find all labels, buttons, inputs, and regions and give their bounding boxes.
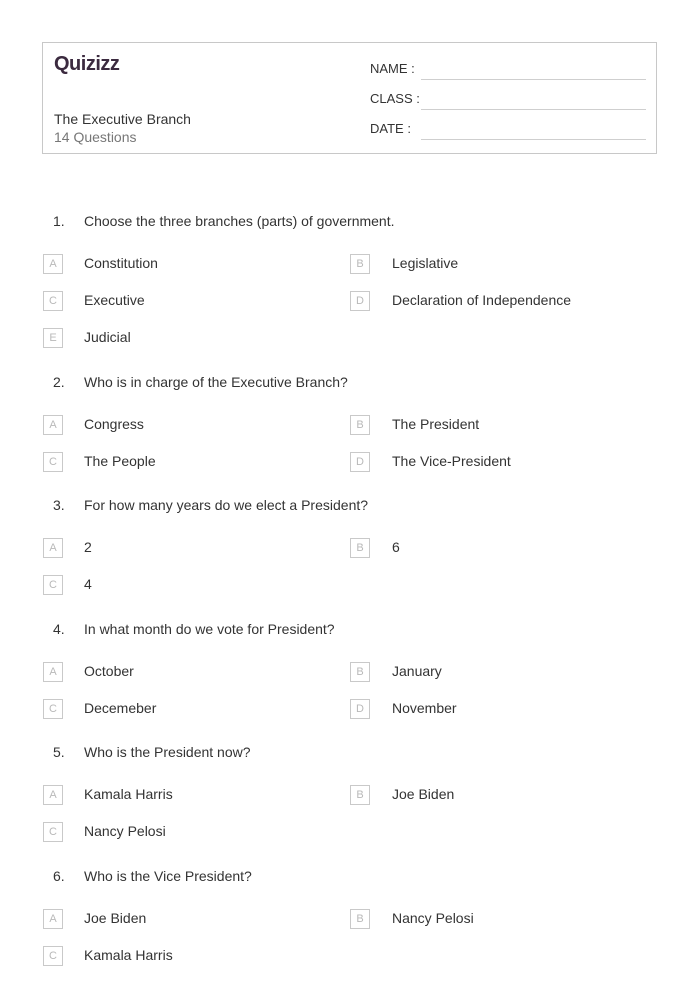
question-text: Who is the Vice President? [84,868,252,884]
question-text: Who is the President now? [84,744,251,760]
option-letter-box[interactable]: C [43,822,63,842]
option-letter-box[interactable]: D [350,699,370,719]
option-text: Constitution [84,255,158,271]
date-label: DATE : [370,121,411,136]
question-text: Choose the three branches (parts) of government. [84,213,395,229]
option-letter-box[interactable]: B [350,538,370,558]
option-text: Congress [84,416,144,432]
option-letter-box[interactable]: C [43,291,63,311]
option-text: The President [392,416,480,432]
question-number: 5. [53,744,65,760]
option-text: The Vice-President [392,453,511,469]
option-letter-box[interactable]: D [350,452,370,472]
option-text: The People [84,453,156,469]
question-number: 2. [53,374,65,390]
class-line [421,109,646,110]
question-number: 6. [53,868,65,884]
question-count: 14 Questions [54,129,137,145]
name-line [421,79,646,80]
option-text: 2 [84,539,92,555]
quizizz-logo: Quizizz [54,53,120,75]
option-text: Nancy Pelosi [84,823,166,839]
option-text: October [84,663,134,679]
option-text: Executive [84,292,145,308]
option-letter-box[interactable]: D [350,291,370,311]
option-letter-box[interactable]: B [350,415,370,435]
option-letter-box[interactable]: A [43,254,63,274]
option-letter-box[interactable]: A [43,785,63,805]
class-label: CLASS : [370,91,420,106]
option-text: Nancy Pelosi [392,910,474,926]
option-text: Decemeber [84,700,157,716]
question-number: 3. [53,497,65,513]
option-text: 4 [84,576,92,592]
option-letter-box[interactable]: A [43,909,63,929]
question-number: 4. [53,621,65,637]
name-label: NAME : [370,61,415,76]
question-number: 1. [53,213,65,229]
option-text: Kamala Harris [84,947,173,963]
option-text: Joe Biden [392,786,455,802]
option-letter-box[interactable]: A [43,415,63,435]
option-letter-box[interactable]: B [350,785,370,805]
question-text: In what month do we vote for President? [84,621,335,637]
option-letter-box[interactable]: A [43,538,63,558]
question-text: For how many years do we elect a President? [84,497,369,513]
option-letter-box[interactable]: C [43,452,63,472]
option-text: Judicial [84,329,131,345]
option-text: 6 [392,539,400,555]
option-letter-box[interactable]: C [43,575,63,595]
option-letter-box[interactable]: B [350,662,370,682]
worksheet-title: The Executive Branch [54,111,191,127]
date-line [421,139,646,140]
option-letter-box[interactable]: B [350,254,370,274]
option-letter-box[interactable]: C [43,946,63,966]
option-letter-box[interactable]: B [350,909,370,929]
option-text: Legislative [392,255,459,271]
option-letter-box[interactable]: E [43,328,63,348]
worksheet-header [42,42,657,154]
option-letter-box[interactable]: A [43,662,63,682]
question-text: Who is in charge of the Executive Branch? [84,374,348,390]
option-text: Declaration of Independence [392,292,572,308]
option-text: November [392,700,457,716]
option-letter-box[interactable]: C [43,699,63,719]
option-text: January [392,663,442,679]
option-text: Kamala Harris [84,786,173,802]
option-text: Joe Biden [84,910,147,926]
